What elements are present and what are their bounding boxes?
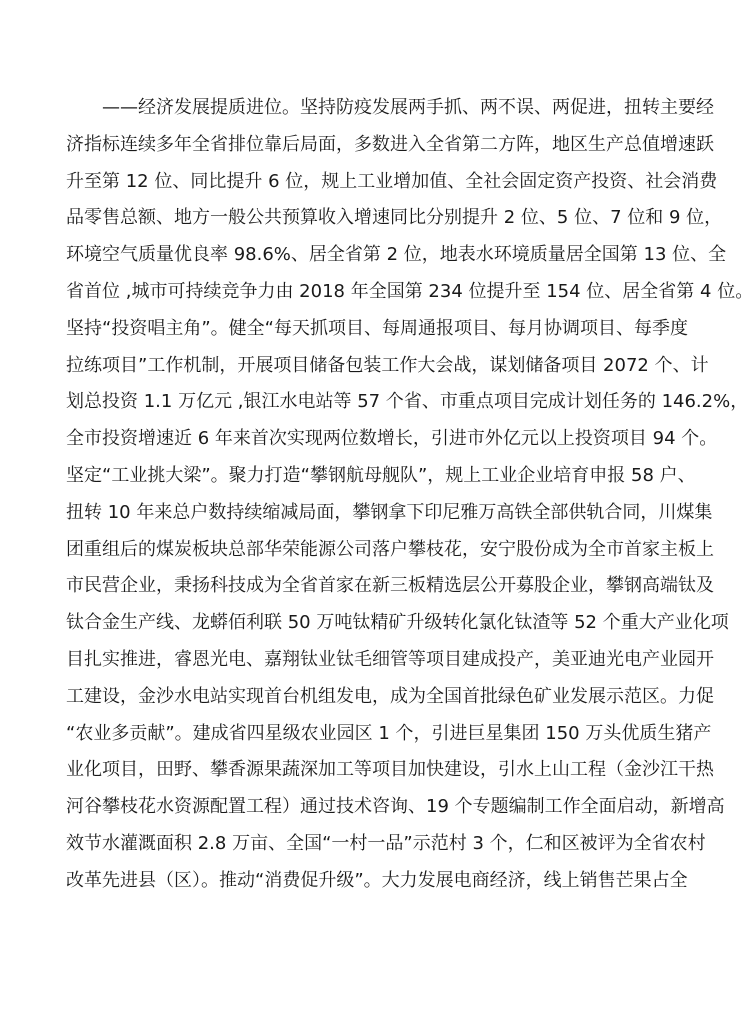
text-line: 坚定“工业挑大梁”。聚力打造“攀钢航母舰队”，规上工业企业培育申报 58 户、	[66, 464, 696, 486]
text-line: 划总投资 1.1 万亿元 ,银江水电站等 57 个省、市重点项目完成计划任务的 146.2%，	[66, 391, 749, 413]
text-line: 品零售总额、地方一般公共预算收入增速同比分别提升 2 位、5 位、7 位和 9 位，	[66, 207, 723, 229]
text-line: ——经济发展提质进位。坚持防疫发展两手抓、两不误、两促进，扭转主要经	[66, 97, 714, 118]
text-line: 市民营企业，秉扬科技成为全省首家在新三板精选层公开募股企业，攀钢高端钛及	[66, 575, 714, 597]
text-line: 业化项目，田野、攀香源果蔬深加工等项目加快建设，引水上山工程（金沙江干热	[66, 759, 714, 781]
text-line: 河谷攀枝花水资源配置工程）通过技术咨询、19 个专题编制工作全面启动，新增高	[66, 796, 725, 818]
text-line: 钛合金生产线、龙蟒佰利联 50 万吨钛精矿升级转化氯化钛渣等 52 个重大产业化项	[66, 612, 729, 634]
text-line: 省首位 ,城市可持续竞争力由 2018 年全国第 234 位提升至 154 位、居全省第 4 位。	[66, 280, 753, 302]
text-line: 拉练项目”工作机制，开展项目储备包装工作大会战，谋划储备项目 2072 个、计	[66, 354, 709, 376]
text-line: 效节水灌溉面积 2.8 万亩、全国“一村一品”示范村 3 个，仁和区被评为全省农村	[66, 832, 706, 854]
text-line: 目扎实推进，睿恩光电、嘉翔钛业钛毛细管等项目建成投产，美亚迪光电产业园开	[66, 648, 714, 670]
body-text	[66, 90, 753, 900]
text-line: 团重组后的煤炭板块总部华荣能源公司落户攀枝花，安宁股份成为全市首家主板上	[66, 538, 714, 560]
text-line: 环境空气质量优良率 98.6%、居全省第 2 位，地表水环境质量居全国第 13 位、全	[66, 244, 727, 266]
text-line: 全市投资增速近 6 年来首次实现两位数增长，引进市外亿元以上投资项目 94 个。	[66, 428, 718, 450]
text-line: 改革先进县（区）。推动“消费促升级”。大力发展电商经济，线上销售芒果占全	[66, 869, 688, 891]
text-line: “农业多贡献”。建成省四星级农业园区 1 个，引进巨星集团 150 万头优质生猪产	[66, 722, 712, 744]
text-line: 坚持“投资唱主角”。健全“每天抓项目、每周通报项目、每月协调项目、每季度	[66, 317, 688, 339]
text-line: 升至第 12 位、同比提升 6 位，规上工业增加值、全社会固定资产投资、社会消费	[66, 170, 718, 192]
text-line: 济指标连续多年全省排位靠后局面，多数进入全省第二方阵，地区生产总值增速跃	[66, 133, 714, 155]
text-line: 扭转 10 年来总户数持续缩减局面，攀钢拿下印尼雅万高铁全部供轨合同，川煤集	[66, 501, 713, 523]
text-line: 工建设，金沙水电站实现首台机组发电，成为全国首批绿色矿业发展示范区。力促	[66, 685, 714, 707]
